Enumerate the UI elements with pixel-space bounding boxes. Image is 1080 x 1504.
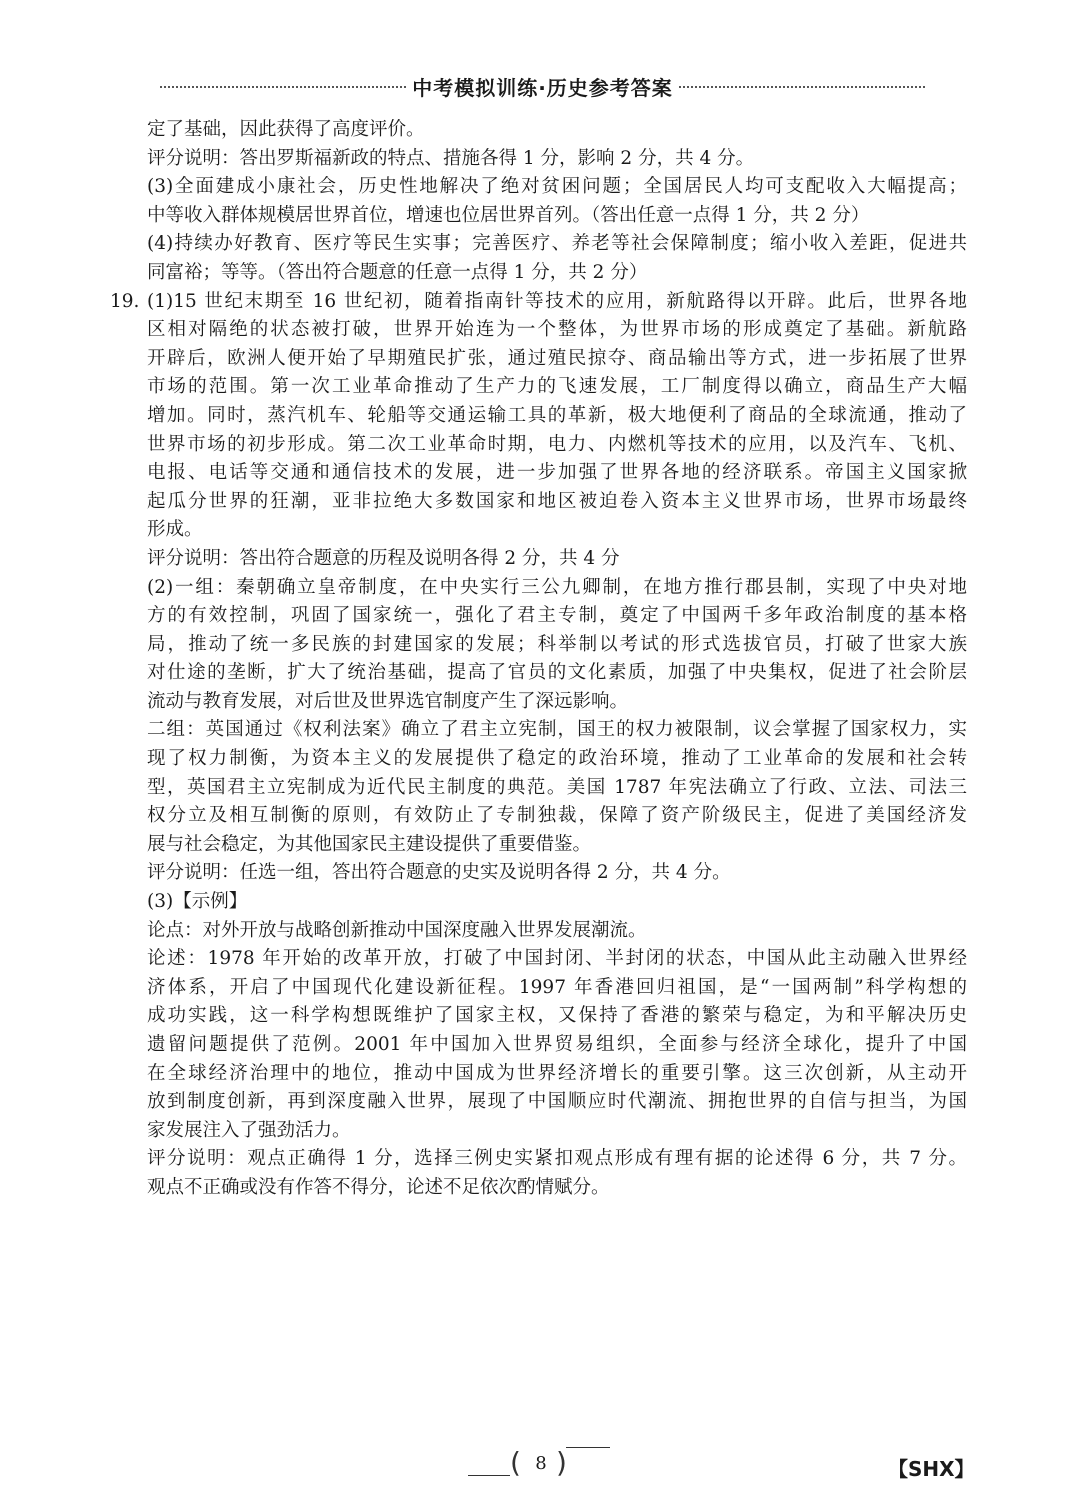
- text-line: 世界市场的初步形成。第二次工业革命时期，电力、内燃机等技术的应用，以及汽车、飞机、: [147, 433, 967, 455]
- text-line: 同富裕；等等。（答出符合题意的任意一点得 1 分，共 2 分）: [147, 261, 648, 283]
- question-19: [110, 288, 967, 317]
- text-line: 形成。: [147, 519, 203, 541]
- text-line: 起瓜分世界的狂潮，亚非拉绝大多数国家和地区被迫卷入资本主义世界市场，世界市场最终: [147, 490, 967, 512]
- text-line: 电报、电话等交通和通信技术的发展，进一步加强了世界各地的经济联系。帝国主义国家掀: [147, 462, 967, 484]
- text-line: 观点不正确或没有作答不得分，论述不足依次酌情赋分。: [147, 1176, 610, 1198]
- text-line: 现了权力制衡，为资本主义的发展提供了稳定的政治环境，推动了工业革命的发展和社会转: [147, 748, 967, 770]
- text-line: 开辟后，欧洲人便开始了早期殖民扩张，通过殖民掠夺、商品输出等方式，进一步拓展了世界: [147, 347, 967, 369]
- text-line: 权分立及相互制衡的原则，有效防止了专制独裁，保障了资产阶级民主，促进了美国经济发: [147, 805, 967, 827]
- text-line: 放到制度创新，再到深度融入世界，展现了中国顺应时代潮流、拥抱世界的自信与担当，为国: [147, 1091, 967, 1113]
- text-line: 成功实践，这一科学构想既维护了国家主权，又保持了香港的繁荣与稳定，为和平解决历史: [147, 1005, 967, 1027]
- text-line: 论述：1978 年开始的改革开放，打破了中国封闭、半封闭的状态，中国从此主动融入世界经: [147, 948, 967, 970]
- text-line: 定了基础，因此获得了高度评价。: [147, 119, 425, 140]
- text-line: 评分说明：观点正确得 1 分，选择三例史实紧扣观点形成有理有据的论述得 6 分，共 7 分。: [147, 1148, 967, 1170]
- text-line: 评分说明：答出符合题意的历程及说明各得 2 分，共 4 分: [147, 547, 620, 569]
- page-number: 8: [535, 1453, 547, 1474]
- text-line: 论点：对外开放与战略创新推动中国深度融入世界发展潮流。: [147, 919, 647, 941]
- question-number: 19.: [110, 290, 140, 312]
- text-line: 评分说明：答出罗斯福新政的特点、措施各得 1 分，影响 2 分，共 4 分。: [147, 147, 755, 169]
- text-line: 济体系，开启了中国现代化建设新征程。1997 年香港回归祖国，是“一国两制”科学构想的: [147, 976, 967, 998]
- text-line: 区相对隔绝的状态被打破，世界开始连为一个整体，为世界市场的形成奠定了基础。新航路: [147, 319, 967, 341]
- text-line: 在全球经济治理中的地位，推动中国成为世界经济增长的重要引擎。这三次创新，从主动开: [147, 1062, 967, 1084]
- text-line: 方的有效控制，巩固了国家统一，强化了君主专制，奠定了中国两千多年政治制度的基本格: [147, 605, 967, 627]
- answer-body: [110, 116, 967, 1203]
- page-footer: [0, 1445, 1080, 1485]
- text-line: 增加。同时，蒸汽机车、轮船等交通运输工具的革新，极大地便利了商品的全球流通，推动了: [147, 404, 967, 426]
- text-line: 型，英国君主立宪制成为近代民主制度的典范。美国 1787 年宪法确立了行政、立法、司法三: [147, 776, 967, 798]
- text-line: 对仕途的垄断，扩大了统治基础，提高了官员的文化素质，加强了中央集权，促进了社会阶层: [147, 662, 967, 684]
- text-line: 中等收入群体规模居世界首位，增速也位居世界首列。（答出任意一点得 1 分，共 2 分）: [147, 204, 870, 226]
- left-bracket-icon: (: [510, 1446, 521, 1479]
- page-header: [160, 72, 925, 101]
- text-line: (3)全面建成小康社会，历史性地解决了绝对贫困问题；全国居民人均可支配收入大幅提高；: [147, 176, 967, 198]
- watermark: ⁠: [235, 562, 265, 651]
- text-line: 流动与教育发展，对后世及世界选官制度产生了深远影响。: [147, 690, 629, 712]
- text-line: 展与社会稳定，为其他国家民主建设提供了重要借鉴。: [147, 833, 592, 855]
- header-dotted-rule-left: [160, 86, 406, 88]
- text-line: 市场的范围。第一次工业革命推动了生产力的飞速发展，工厂制度得以确立，商品生产大幅: [147, 376, 967, 398]
- footer-rule-right: [566, 1447, 610, 1448]
- text-line: 评分说明：任选一组，答出符合题意的史实及说明各得 2 分，共 4 分。: [147, 862, 731, 884]
- footer-rule-left: [468, 1475, 510, 1476]
- text-line: 遗留问题提供了范例。2001 年中国加入世界贸易组织，全面参与经济全球化，提升了中国: [147, 1034, 967, 1055]
- edition-code: 【SHX】: [888, 1457, 975, 1481]
- right-bracket-icon: ): [556, 1446, 567, 1479]
- text-line: (1)15 世纪末期至 16 世纪初，随着指南针等技术的应用，新航路得以开辟。此后，世界各地: [147, 290, 967, 312]
- page-number-box: [468, 1445, 613, 1485]
- page-title: 中考模拟训练·历史参考答案: [412, 76, 673, 100]
- text-line: (3)【示例】: [147, 891, 248, 913]
- text-line: (4)持续办好教育、医疗等民生实事；完善医疗、养老等社会保障制度；缩小收入差距，促进共: [147, 233, 967, 255]
- text-line: (2)一组：秦朝确立皇帝制度，在中央实行三公九卿制，在地方推行郡县制，实现了中央对地: [147, 576, 967, 598]
- text-line: 家发展注入了强劲活力。: [147, 1119, 351, 1141]
- text-line: 局，推动了统一多民族的封建国家的发展；科举制以考试的形式选拔官员，打破了世家大族: [147, 633, 967, 655]
- header-dotted-rule-right: [679, 86, 925, 88]
- text-line: 二组：英国通过《权利法案》确立了君主立宪制，国王的权力被限制，议会掌握了国家权力，实: [147, 719, 967, 741]
